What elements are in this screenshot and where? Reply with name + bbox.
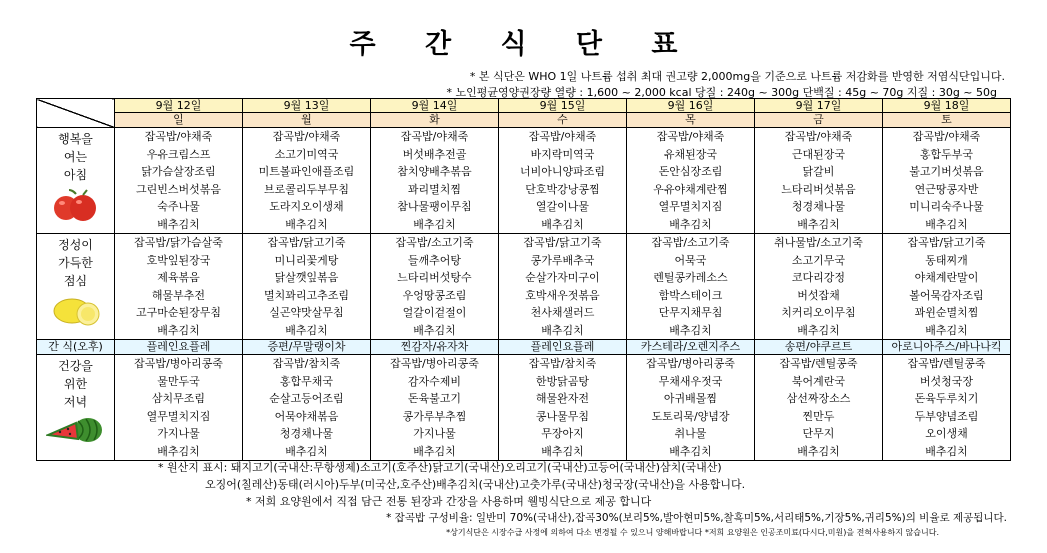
lunch-menu-cell <box>371 234 499 340</box>
dinner-menu-cell <box>883 355 1011 461</box>
menu-item: 배추김치 <box>669 217 712 231</box>
menu-item: 배추김치 <box>157 444 200 458</box>
menu-item: 콩가루부추찜 <box>402 409 467 423</box>
menu-item: 느타리버섯볶음 <box>781 182 856 196</box>
date-cell: 9월 12일 <box>115 99 243 113</box>
menu-item: 콩나물무침 <box>535 409 590 423</box>
date-row <box>37 99 1011 113</box>
menu-item: 해물완자전 <box>535 392 590 405</box>
lunch-row <box>37 234 1011 340</box>
menu-item: 연근땅콩자반 <box>914 182 979 196</box>
menu-item: 참치양배추볶음 <box>397 165 472 178</box>
menu-item: 무장아지 <box>541 427 584 440</box>
change-notice: *상기식단은 시장수급 사정에 의하여 다소 변경될 수 있으니 양해바랍니다 *저희 요양원은 인공조미료(다시다,미원)을 전혀사용하지 않습니다. <box>446 528 939 537</box>
menu-item: 미니리숙주나물 <box>909 200 984 213</box>
menu-item: 어묵국 <box>674 253 707 267</box>
menu-item: 미니리꽃게탕 <box>274 253 339 267</box>
day-row <box>37 113 1011 128</box>
menu-item: 배추김치 <box>413 323 456 337</box>
menu-item: 찐만두 <box>802 409 835 423</box>
lunch-menu-cell <box>883 234 1011 340</box>
menu-item: 잡곡밥/닭고기죽 <box>267 236 346 249</box>
dinner-menu-cell <box>627 355 755 461</box>
lunch-menu-cell <box>755 234 883 340</box>
snack-cell: 아로니아주스/바나나킥 <box>883 340 1011 355</box>
lemon-icon <box>37 294 114 333</box>
menu-item: 해물부추전 <box>151 288 206 302</box>
menu-item: 호박새우젓볶음 <box>525 288 600 302</box>
menu-item: 고구마순된장무침 <box>135 306 221 319</box>
date-cell: 9월 18일 <box>883 99 1011 113</box>
menu-item: 단무지채무침 <box>658 306 723 319</box>
menu-item: 브로콜리두부무침 <box>263 182 349 196</box>
menu-item: 버섯배추전골 <box>402 147 467 161</box>
menu-item: 배추김치 <box>797 444 840 458</box>
watermelon-icon <box>37 415 114 450</box>
menu-item: 콩가루배추국 <box>530 253 595 267</box>
menu-item: 우유크림스프 <box>146 147 211 161</box>
menu-item: 도토리묵/양념장 <box>651 409 730 423</box>
breakfast-menu-cell <box>883 128 1011 234</box>
snack-cell: 카스테라/오렌지주스 <box>627 340 755 355</box>
menu-item: 잡곡밥/병아리콩죽 <box>646 357 735 370</box>
menu-item: 가지나물 <box>157 427 200 440</box>
menu-item: 두부양념조림 <box>914 409 979 423</box>
menu-item: 닭갈비 <box>802 165 835 178</box>
day-cell: 월 <box>243 113 371 128</box>
menu-item: 돈육불고기 <box>407 392 462 405</box>
menu-item: 근대된장국 <box>791 147 846 161</box>
menu-item: 홍합무채국 <box>279 374 334 388</box>
dinner-menu-cell <box>371 355 499 461</box>
meal-label-line: 건강을 <box>58 359 93 373</box>
sodium-note: * 본 식단은 WHO 1일 나트륨 섭취 최대 권고량 2,000mg을 기준으로 나트륨 저감화를 반영한 저염식단입니다. <box>469 70 1005 83</box>
menu-item: 가지나물 <box>413 427 456 440</box>
menu-item: 함박스테이크 <box>658 288 723 302</box>
menu-item: 순살가자미구이 <box>525 271 600 284</box>
breakfast-row <box>37 128 1011 234</box>
menu-item: 배추김치 <box>925 217 968 231</box>
menu-item: 배추김치 <box>925 444 968 458</box>
menu-item: 들깨추어탕 <box>407 253 462 267</box>
snack-cell: 증편/무말랭이차 <box>243 340 371 355</box>
breakfast-menu-cell <box>115 128 243 234</box>
menu-item: 너비아니양파조림 <box>519 165 605 178</box>
menu-item: 야채계란말이 <box>914 271 979 284</box>
menu-item: 참나물팽이무침 <box>397 200 472 213</box>
menu-item: 얼갈이겉절이 <box>402 306 467 319</box>
lunch-menu-cell <box>627 234 755 340</box>
menu-item: 버섯청국장 <box>919 374 974 388</box>
menu-item: 미트볼파인애플조림 <box>258 165 355 178</box>
menu-item: 그린빈스버섯볶음 <box>135 182 221 196</box>
menu-item: 배추김치 <box>285 217 328 231</box>
snack-cell: 플레인요플레 <box>115 340 243 355</box>
snack-cell: 찐감자/유자차 <box>371 340 499 355</box>
day-cell: 화 <box>371 113 499 128</box>
menu-item: 어묵야채볶음 <box>274 409 339 423</box>
grain-ratio-note: * 잡곡밥 구성비율: 일반미 70%(국내산),잡곡30%(보리5%,발아현미5%,찰흑미5%,서리태5%,기장5%,귀리5%)의 비율로 제공됩니다. <box>386 512 1007 524</box>
menu-item: 배추김치 <box>285 323 328 337</box>
menu-item: 돈육두루치기 <box>914 392 979 405</box>
menu-item: 잡곡밥/참치죽 <box>528 357 597 370</box>
menu-item: 실곤약맛살무침 <box>269 306 344 319</box>
snack-row <box>37 340 1011 355</box>
menu-item: 배추김치 <box>413 217 456 231</box>
menu-item: 잡곡밥/닭고기죽 <box>907 236 986 249</box>
lunch-menu-cell <box>115 234 243 340</box>
menu-item: 배추김치 <box>285 444 328 458</box>
meal-label-line: 여는 <box>63 150 88 164</box>
menu-item: 단무지 <box>802 427 835 440</box>
menu-item: 물만두국 <box>157 374 200 388</box>
date-cell: 9월 13일 <box>243 99 371 113</box>
menu-item: 바지락미역국 <box>530 147 595 161</box>
page-title: 주 간 식 단 표 <box>349 29 698 60</box>
date-cell: 9월 17일 <box>755 99 883 113</box>
menu-item: 무채새우젓국 <box>658 374 723 388</box>
menu-item: 호박잎된장국 <box>146 253 211 267</box>
meal-label-line: 가득한 <box>58 256 93 270</box>
menu-item: 잡곡밥/참치죽 <box>272 357 341 370</box>
menu-item: 취나물밥/소고기죽 <box>774 236 863 249</box>
menu-item: 소고기미역국 <box>274 147 339 161</box>
menu-item: 소고기무국 <box>791 253 846 267</box>
weekly-menu-table <box>36 98 1011 461</box>
menu-item: 잡곡밥/소고기죽 <box>395 236 474 249</box>
menu-item: 배추김치 <box>669 444 712 458</box>
breakfast-menu-cell <box>755 128 883 234</box>
menu-item: 한방닭곰탕 <box>535 374 590 388</box>
menu-item: 잡곡밥/야채죽 <box>400 130 469 143</box>
menu-item: 삼치무조림 <box>151 392 206 405</box>
menu-item: 청경채나물 <box>791 200 846 213</box>
menu-item: 홍합두부국 <box>919 147 974 161</box>
menu-item: 멸치꽈리고추조림 <box>263 288 349 302</box>
meal-label-line: 위한 <box>63 377 88 391</box>
menu-item: 잡곡밥/렌틸콩죽 <box>779 357 858 370</box>
menu-item: 배추김치 <box>669 323 712 337</box>
menu-item: 배추김치 <box>157 217 200 231</box>
menu-item: 천사채샐러드 <box>530 306 595 319</box>
origin-line-2: 오징어(칠레산)동태(러시아)두부(미국산,호주산)배추김치(국내산)고춧가루(국내산)청국장(국내산)을 사용합니다. <box>205 478 746 491</box>
breakfast-menu-cell <box>499 128 627 234</box>
menu-item: 렌틸콩카레소스 <box>653 271 728 284</box>
menu-item: 제육볶음 <box>157 271 200 284</box>
menu-item: 열무멸치지짐 <box>146 409 211 423</box>
soy-sauce-note: * 저희 요양원에서 직접 담근 전통 된장과 간장을 사용하며 웰빙식단으로 제공 합니다 <box>246 495 652 508</box>
breakfast-menu-cell <box>243 128 371 234</box>
menu-item: 동태찌개 <box>925 253 968 267</box>
menu-item: 잡곡밥/야채죽 <box>656 130 725 143</box>
snack-cell: 송편/야쿠르트 <box>755 340 883 355</box>
menu-item: 우엉땅콩조림 <box>402 288 467 302</box>
dinner-menu-cell <box>115 355 243 461</box>
snack-cell: 플레인요플레 <box>499 340 627 355</box>
menu-item: 취나물 <box>674 427 707 440</box>
menu-item: 단호박강낭콩찜 <box>525 182 600 196</box>
lunch-menu-cell <box>243 234 371 340</box>
menu-item: 치커리오이무침 <box>781 306 856 319</box>
menu-item: 잡곡밥/렌틸콩죽 <box>907 357 986 370</box>
date-cell: 9월 15일 <box>499 99 627 113</box>
menu-item: 배추김치 <box>541 444 584 458</box>
menu-item: 배추김치 <box>413 444 456 458</box>
menu-item: 볼어묵감자조림 <box>909 288 984 302</box>
dinner-menu-cell <box>243 355 371 461</box>
menu-item: 잡곡밥/닭가슴살죽 <box>134 236 223 249</box>
menu-item: 꽈리멸치찜 <box>407 182 462 196</box>
dinner-menu-cell <box>755 355 883 461</box>
menu-item: 우유야채계란찜 <box>653 182 728 196</box>
date-cell: 9월 16일 <box>627 99 755 113</box>
menu-item: 배추김치 <box>541 323 584 337</box>
menu-item: 감자수제비 <box>407 374 462 388</box>
menu-item: 닭살깻잎볶음 <box>274 271 339 284</box>
menu-item: 잡곡밥/야채죽 <box>784 130 853 143</box>
menu-item: 열갈이나물 <box>535 200 590 213</box>
menu-item: 배추김치 <box>925 323 968 337</box>
menu-item: 잡곡밥/야채죽 <box>528 130 597 143</box>
menu-item: 오이생채 <box>925 427 968 440</box>
corner-cell <box>37 99 115 128</box>
breakfast-label <box>37 128 115 234</box>
day-cell: 수 <box>499 113 627 128</box>
menu-item: 북어계란국 <box>791 374 846 388</box>
menu-item: 잡곡밥/병아리콩죽 <box>134 357 223 370</box>
dinner-menu-cell <box>499 355 627 461</box>
snack-label: 간 식(오후) <box>37 340 115 355</box>
meal-label-line: 점심 <box>63 274 88 288</box>
date-cell: 9월 14일 <box>371 99 499 113</box>
menu-item: 유채된장국 <box>663 147 718 161</box>
menu-item: 불고기버섯볶음 <box>909 165 984 178</box>
meal-label-line: 행복을 <box>58 132 93 146</box>
meal-label-line: 아침 <box>63 168 88 182</box>
menu-item: 느타리버섯탕수 <box>397 271 472 284</box>
menu-item: 잡곡밥/소고기죽 <box>651 236 730 249</box>
breakfast-menu-cell <box>371 128 499 234</box>
menu-item: 배추김치 <box>797 323 840 337</box>
menu-item: 도라지오이생채 <box>269 200 344 213</box>
origin-line-1: * 원산지 표시: 돼지고기(국내산:무항생제)소고기(호주산)닭고기(국내산)오리고기(국내산)고등어(국내산)삼치(국내산) <box>158 461 722 474</box>
menu-item: 꽈윈순멸치찜 <box>914 306 979 319</box>
dinner-label <box>37 355 115 461</box>
menu-item: 배추김치 <box>797 217 840 231</box>
day-cell: 목 <box>627 113 755 128</box>
menu-item: 열무멸치지짐 <box>658 200 723 213</box>
lunch-menu-cell <box>499 234 627 340</box>
day-cell: 토 <box>883 113 1011 128</box>
dinner-row <box>37 355 1011 461</box>
day-cell: 일 <box>115 113 243 128</box>
meal-label-line: 정성이 <box>58 238 93 252</box>
menu-item: 잡곡밥/야채죽 <box>272 130 341 143</box>
menu-item: 코다리강정 <box>791 271 846 284</box>
menu-item: 숙주나물 <box>157 200 200 213</box>
menu-item: 배추김치 <box>541 217 584 231</box>
menu-item: 잡곡밥/야채죽 <box>144 130 213 143</box>
menu-item: 청경채나물 <box>279 427 334 440</box>
menu-item: 순살고등어조림 <box>269 392 344 405</box>
menu-item: 잡곡밥/병아리콩죽 <box>390 357 479 370</box>
breakfast-menu-cell <box>627 128 755 234</box>
menu-item: 삼선짜장소스 <box>786 392 851 405</box>
lunch-label <box>37 234 115 340</box>
menu-item: 배추김치 <box>157 323 200 337</box>
apple-icon <box>37 188 114 229</box>
meal-label-line: 저녁 <box>63 395 88 409</box>
menu-item: 아귀배몰찜 <box>663 392 718 405</box>
menu-item: 돈안심장조림 <box>658 165 723 178</box>
day-cell: 금 <box>755 113 883 128</box>
menu-item: 잡곡밥/야채죽 <box>912 130 981 143</box>
nutrition-note: * 노인평균영양권장량 열량 : 1,600 ~ 2,000 kcal 당질 : 240g ~ 300g 단백질 : 45g ~ 70g 지질 : 30g ~ 50g <box>446 86 997 99</box>
menu-item: 버섯잡채 <box>797 288 840 302</box>
menu-item: 닭가슴살장조림 <box>141 165 216 178</box>
menu-item: 잡곡밥/닭고기죽 <box>523 236 602 249</box>
